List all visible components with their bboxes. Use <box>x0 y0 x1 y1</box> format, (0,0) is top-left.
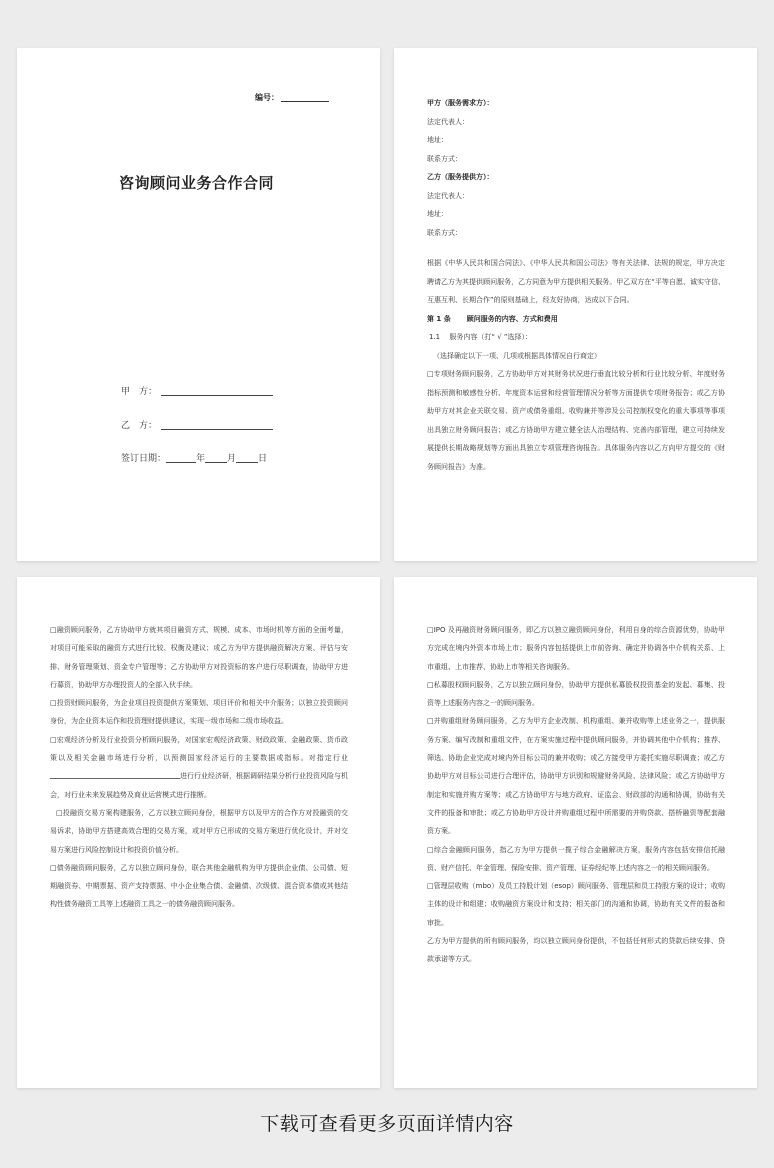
party-a-label: 甲 方： <box>121 387 158 397</box>
contract-number-field <box>255 92 329 103</box>
item-investment-advisory: □投资财顾问服务，为企业项目投资提供方案策划、项目评价和相关中介服务；以独立投资顾问身份，为企业资本运作和投资理财提供建议，实现一级市场和二级市场收益。 <box>50 699 348 726</box>
clause-1-1: 1.1 服务内容（打“ √ ”选择）： <box>429 333 533 341</box>
contract-number-label: 编号： <box>255 93 279 102</box>
party-a-blank <box>161 395 273 396</box>
party-b-label: 乙 方： <box>121 421 158 431</box>
party-b-contact: 联系方式： <box>427 228 462 237</box>
year-label: 年 <box>196 454 206 464</box>
item-debt-financing: □债务融资顾问服务，乙方以独立顾问身份，联合其他金融机构为甲方提供企业债、公司债、短期融资券、中期票据、资产支持票据、中小企业集合债、金融债、次级债、混合资本债或其他结构性债务融资工具等上述融资工具之一的债务融资顾问服务。 <box>50 863 348 909</box>
item-private-equity: □私募股权顾问服务，乙方以独立顾问身份，协助甲方提供私募股权投资基金的发起、募集、投资等上述服务内容之一的顾问服务。 <box>427 680 725 708</box>
macro-analysis-part-1: □宏观经济分析及行业投资分析顾问服务，对国家宏观经济政策、财政政策、金融政策、货币政策以及相关金融市场进行分析，以预测国家经济运行的主要数据或指标。对指定行业 <box>50 735 348 763</box>
party-a-address: 地址： <box>427 136 448 144</box>
article-1-heading <box>427 310 725 329</box>
month-blank <box>205 462 227 463</box>
contract-number-blank <box>281 101 329 102</box>
party-b-address: 地址： <box>427 210 448 218</box>
day-label: 日 <box>258 454 268 464</box>
party-a-heading: 甲方（服务需求方）： <box>427 99 494 107</box>
item-integrated-finance: □综合金融顾问服务，指乙方为甲方提供一揽子综合金融解决方案，服务内容包括安排信托融资、财产信托、年金管理、保险安排、资产管理、证券经纪等上述内容之一的相关顾问服务。 <box>427 845 725 872</box>
party-b-rep: 法定代表人： <box>427 191 469 200</box>
item-mergers-acquisitions: □并购重组财务顾问服务，乙方为甲方企业改制、机构重组、兼并收购等上述业务之一，提供服务方案、编写改制和重组文件，在方案实施过程中提供顾问服务，并协调其他中介机构；推荐、筛选、协助企业完成对境内外目标公司的兼并收购；或乙方接受甲方委托实施尽职调查；或乙方协助甲方对目标公司进行合理评估，协助甲方识别和规避财务风险、法律风险；或乙方协助甲方制定和实施并购方案等；或乙方协助甲方与地方政府、证监会、财政部的沟通和协调，协助有关文件的报备和审批；或乙方协助甲方设计并购重组过程中所需要的并购贷款、搭桥融资等配套融资方案。 <box>427 717 725 836</box>
month-label: 月 <box>227 454 237 464</box>
sign-date-field <box>121 451 267 464</box>
day-blank <box>236 462 258 463</box>
clause-note: （选择确定以下一项、几项或根据具体情况自行商定） <box>433 351 601 360</box>
page-parties <box>394 48 757 561</box>
sign-date-label: 签订日期： <box>121 454 167 464</box>
item-macro-analysis <box>50 731 348 804</box>
article-1-title: 顾问服务的内容、方式和费用 <box>466 314 558 323</box>
industry-blank <box>50 772 180 779</box>
item-financing-advisory: □融资顾问服务，乙方协助甲方就其项目融资方式、规模、成本、市场时机等方面的全面考量，对项目可能采取的融资方式进行比较、权衡及建议；或乙方为甲方提供融资解决方案、评估与安排、财务管理策划、资金专户管理等；乙方协助甲方对投资标的客户进行尽职调查，协助甲方进行募资，协助甲方办理投资人的全部入伙手续。 <box>50 626 348 689</box>
page-services-1 <box>17 577 380 1088</box>
party-b-signature-field <box>121 418 273 431</box>
year-blank <box>166 462 196 463</box>
party-b-blank <box>161 429 273 430</box>
item-trade-structuring: □投融资交易方案构建服务，乙方以独立顾问身份，根据甲方以及甲方的合作方对投融资的交易诉求，协助甲方搭建高效合理的交易方案，或对甲方已形成的交易方案进行优化设计，并对交易方案进行风险控制设计和投资价值分析。 <box>50 808 348 854</box>
item-ipo-advisory: □IPO 及再融资财务顾问服务，即乙方以独立融资顾问身份，利用自身的综合资源优势，协助甲方完成在境内外资本市场上市；服务内容包括提供上市前咨询、确定并协调各中介机构关系、上市重组、上市推荐、协助上市等相关咨询服务。 <box>427 626 725 671</box>
page-2-content <box>427 94 725 476</box>
page-cover <box>17 48 380 561</box>
party-a-contact: 联系方式： <box>427 154 462 163</box>
download-caption: 下载可查看更多页面详情内容 <box>260 1113 514 1135</box>
party-a-signature-field <box>121 384 273 397</box>
page-3-content <box>50 621 348 914</box>
article-1-number: 第 1 条 <box>427 314 451 323</box>
page-4-content <box>427 621 725 969</box>
spacer <box>427 242 725 254</box>
preamble-paragraph: 根据《中华人民共和国合同法》、《中华人民共和国公司法》等有关法律、法规的规定，甲方决定聘请乙方为其提供顾问服务，乙方同意为甲方提供相关服务。甲乙双方在“平等自愿、诚实守信、互惠互利、长期合作”的原则基础上，经友好协商，达成以下合同。 <box>427 259 725 304</box>
macro-analysis-part-2: 进行行业经济研，根据调研结果分析行业投资风险与机会，对行业未来发展趋势及商业运营模式进行推断。 <box>50 772 348 799</box>
page-services-2 <box>394 577 757 1088</box>
party-b-heading: 乙方（服务提供方）： <box>427 173 494 181</box>
closing-statement: 乙方为甲方提供的所有顾问服务，均以独立顾问身份提供，不包括任何形式的贷款后续安排、贷款承诺等方式。 <box>427 937 725 964</box>
item-mbo-esop: □管理层收购（mbo）及员工持股计划（esop）顾问服务、管理层和员工持股方案的设计；收购主体的设计和组建；收购融资方案设计和支持；相关部门的沟通和协调，协助有关文件的报备和审批。 <box>427 882 725 927</box>
item-special-finance: □专项财务顾问服务，乙方协助甲方对其财务状况进行垂直比较分析和行业比较分析、年度财务指标预测和敏感性分析、年度资本运营和经营管理情况分析等方面提供专项财务报告；或乙方协助甲方对其企业关联交易、资产或债务重组、收购兼并等涉及公司控制权变化的重大事项等事项出具独立财务顾问报告；或乙方协助甲方建立健全法人治理结构、完善内部管理，建立可持续发展提供长期战略规划等方面出具独立专项管理咨询报告。具体服务内容以乙方向甲方提交的《财务顾问报告》为准。 <box>427 370 725 471</box>
party-a-rep: 法定代表人： <box>427 117 469 126</box>
document-title: 咨询顾问业务合作合同 <box>119 174 275 192</box>
